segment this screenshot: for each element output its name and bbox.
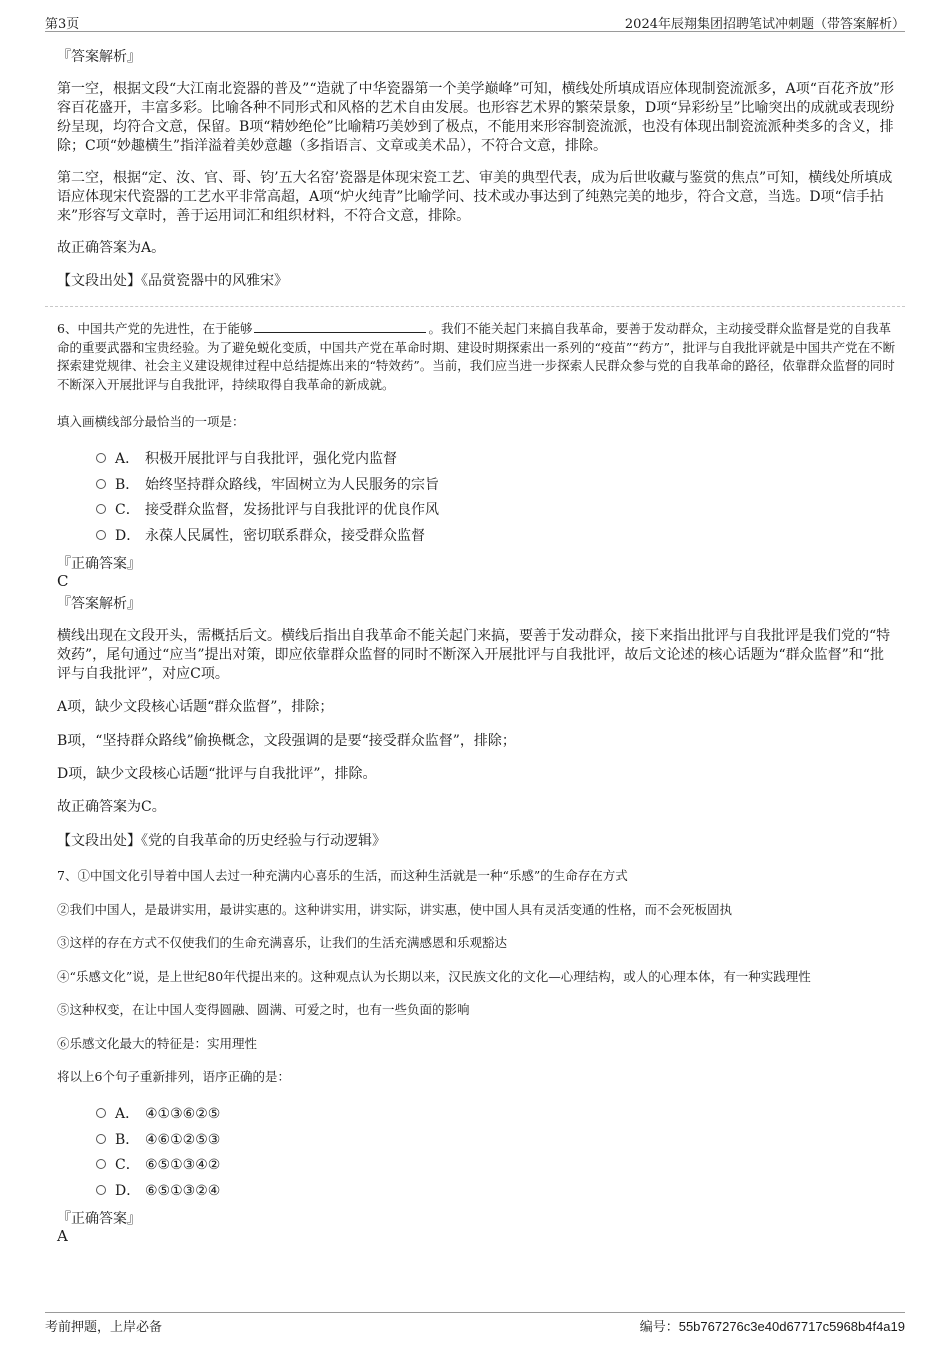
- option-b[interactable]: B． 始终坚持群众路线，牢固树立为人民服务的宗旨: [96, 476, 439, 494]
- sentence-item: ⑥乐感文化最大的特征是：实用理性: [57, 1036, 258, 1051]
- source-citation: 【文段出处】《品赏瓷器中的风雅宋》: [57, 273, 288, 289]
- footer-slogan: 考前押题，上岸必备: [45, 1320, 163, 1335]
- analysis-paragraph: 横线出现在文段开头，需概括后文。横线后指出自我革命不能关起门来搞，要善于发动群众，接下来指出批评与自我批评是我们党的“特效药”，尾句通过“应当”提出对策，即应依靠群众监督的同时不断深入开展批评与自我批评，故后文论述的核心话题为“群众监督”和“批评与自我批评”，对应C项。: [57, 628, 891, 682]
- conclusion: 故正确答案为A。: [57, 240, 166, 256]
- radio-button[interactable]: [96, 1108, 106, 1118]
- correct-answer-label: 『正确答案』: [57, 1211, 141, 1227]
- radio-button[interactable]: [96, 453, 106, 463]
- sentence-item: 7、①中国文化引导着中国人去过一种充满内心喜乐的生活，而这种生活就是一种“乐感”的生命存在方式: [57, 868, 628, 883]
- correct-answer-label: 『正确答案』: [57, 556, 141, 572]
- correct-answer: A: [57, 1227, 68, 1245]
- analysis-label: 『答案解析』: [57, 596, 141, 612]
- radio-button[interactable]: [96, 1134, 106, 1144]
- correct-answer: C: [57, 572, 69, 590]
- radio-button[interactable]: [96, 479, 106, 489]
- analysis-label: 『答案解析』: [57, 49, 141, 65]
- answer-blank: [254, 320, 426, 333]
- sentence-item: ⑤这种权变，在让中国人变得圆融、圆满、可爱之时，也有一些负面的影响: [57, 1002, 470, 1017]
- option-a[interactable]: A． 积极开展批评与自我批评，强化党内监督: [96, 450, 397, 468]
- question-stem: 6、中国共产党的先进性，在于能够 。我们不能关起门来搞自我革命，要善于发动群众，主动接受群众监督是党的自我革命的重要武器和宝贵经验。为了避免蜕化变质，中国共产党在革命时期、建设时期探索出一系列的“疫苗”“药方”，批评与自我批评就是中国共产党在不断探索建党规律、社会主义建设规律过程中总结提炼出来的“特效药”。当前，我们应当进一步探索人民群众参与党的自我革命的路径，依靠群众监督的同时不断深入开展批评与自我批评，持续取得自我革命的新成就。: [57, 321, 896, 392]
- question-prompt: 填入画横线部分最恰当的一项是：: [57, 414, 245, 429]
- document-code: 编号：55b767276c3e40d67717c5968b4f4a19: [639, 1319, 905, 1335]
- sentence-item: ③这样的存在方式不仅使我们的生命充满喜乐，让我们的生活充满感恩和乐观豁达: [57, 935, 508, 950]
- conclusion: 故正确答案为C。: [57, 799, 166, 815]
- document-title: 2024年辰翔集团招聘笔试冲刺题（带答案解析）: [624, 17, 905, 32]
- radio-button[interactable]: [96, 504, 106, 514]
- page-number: 第3页: [45, 17, 80, 32]
- analysis-line: A项，缺少文段核心话题“群众监督”，排除；: [57, 699, 334, 715]
- question-prompt: 将以上6个句子重新排列，语序正确的是：: [57, 1069, 290, 1084]
- option-a[interactable]: A． ④①③⑥②⑤: [96, 1105, 220, 1123]
- option-d[interactable]: D． ⑥⑤①③②④: [96, 1182, 220, 1200]
- source-citation: 【文段出处】《党的自我革命的历史经验与行动逻辑》: [57, 833, 386, 849]
- page-header: [45, 11, 905, 32]
- analysis-paragraph: 第二空，根据“定、汝、官、哥、钧’五大名窑’瓷器是体现宋瓷工艺、审美的典型代表，成为后世收藏与鉴赏的焦点”可知，横线处所填成语应体现宋代瓷器的工艺水平非常高超，A项“炉火纯青”比喻学问、技术或办事达到了纯熟完美的地步，符合文意，当选。D项“信手拈来”形容写文章时，善于运用词汇和组织材料，不符合文意，排除。: [57, 170, 893, 224]
- section-divider: [45, 306, 905, 307]
- sentence-item: ④“乐感文化”说，是上世纪80年代提出来的。这种观点认为长期以来，汉民族文化的文化—心理结构，或人的心理本体，有一种实践理性: [57, 969, 811, 984]
- option-c[interactable]: C． 接受群众监督，发扬批评与自我批评的优良作风: [96, 501, 439, 519]
- analysis-paragraph: 第一空，根据文段“大江南北瓷器的普及”“造就了中华瓷器第一个美学巅峰”可知，横线处所填成语应体现制瓷流派多，A项“百花齐放”形容百花盛开，丰富多彩。比喻各种不同形式和风格的艺术自由发展。也形容艺术界的繁荣景象，D项“异彩纷呈”比喻突出的成就或表现纷纷呈现，均符合文意，保留。B项“精妙绝伦”比喻精巧美妙到了极点，不能用来形容制瓷流派，也没有体现出制瓷流派种类多的含义，排除；C项“妙趣横生”指洋溢着美妙意趣（多指语言、文章或美术品），不符合文意，排除。: [57, 81, 895, 154]
- radio-button[interactable]: [96, 1185, 106, 1195]
- analysis-line: B项，“坚持群众路线”偷换概念，文段强调的是要“接受群众监督”，排除；: [57, 733, 516, 749]
- page-footer: [45, 1312, 905, 1333]
- radio-button[interactable]: [96, 530, 106, 540]
- analysis-line: D项，缺少文段核心话题“批评与自我批评”，排除。: [57, 766, 377, 782]
- radio-button[interactable]: [96, 1159, 106, 1169]
- sentence-item: ②我们中国人，是最讲实用，最讲实惠的。这种讲实用，讲实际，讲实惠，使中国人具有灵活变通的性格，而不会死板固执: [57, 902, 733, 917]
- option-c[interactable]: C． ⑥⑤①③④②: [96, 1156, 220, 1174]
- option-b[interactable]: B． ④⑥①②⑤③: [96, 1131, 220, 1149]
- option-d[interactable]: D． 永葆人民属性，密切联系群众，接受群众监督: [96, 527, 425, 545]
